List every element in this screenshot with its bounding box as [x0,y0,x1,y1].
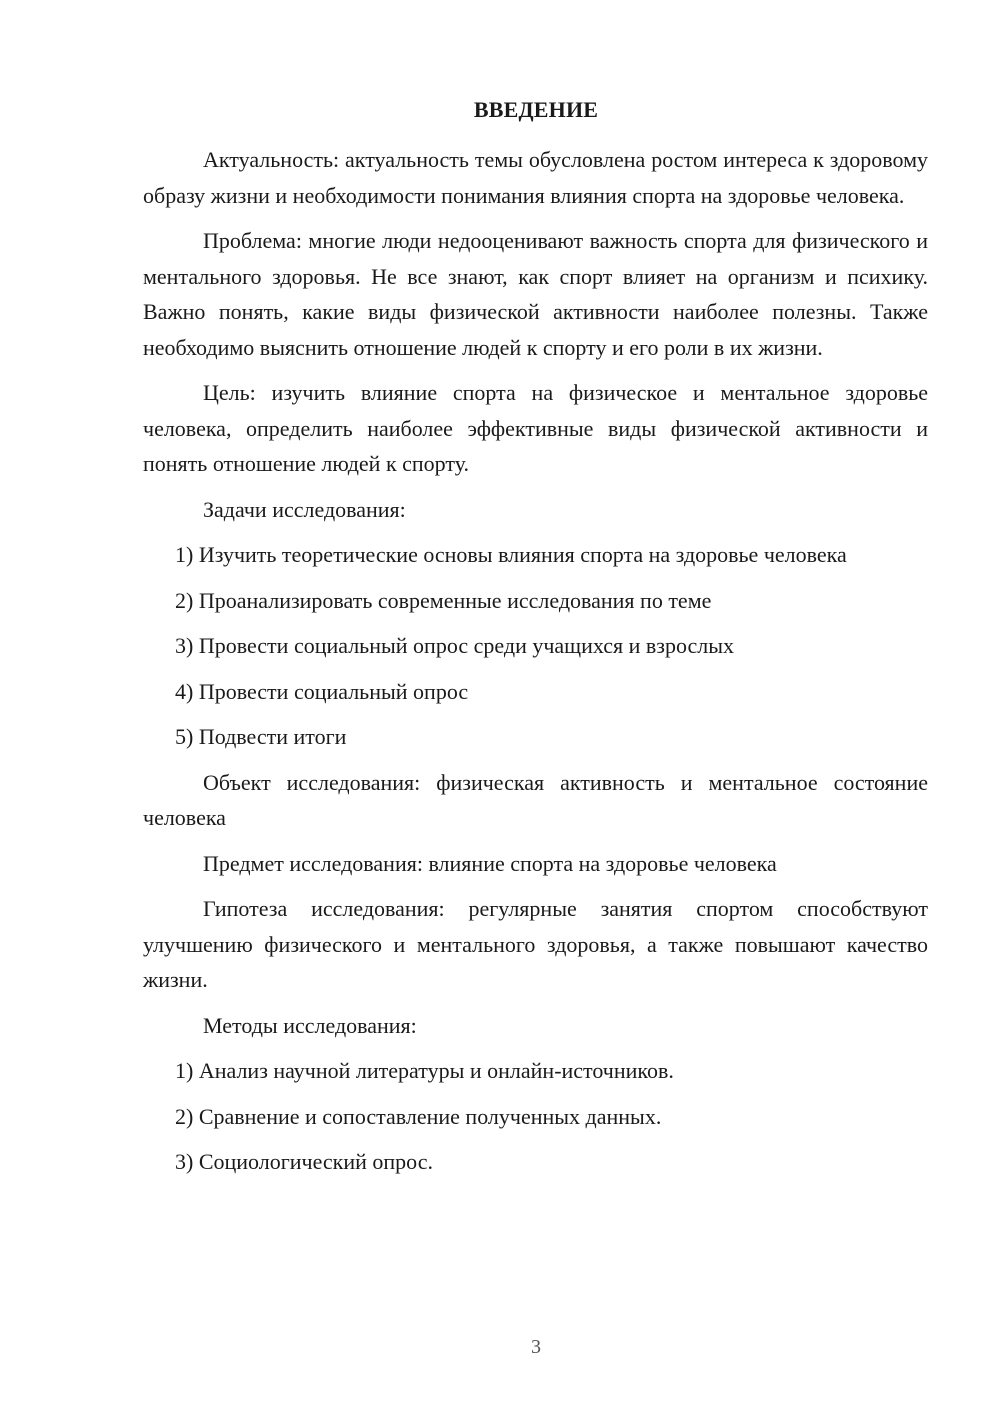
method-item: 3) Социологический опрос. [175,1149,433,1174]
document-body [143,142,928,1190]
task-item: 1) Изучить теоретические основы влияния спорта на здоровье человека [175,542,847,567]
object-paragraph: Объект исследования: физическая активность и ментальное состояние человека [143,769,928,830]
task-item: 3) Провести социальный опрос среди учащихся и взрослых [175,633,735,658]
method-item: 1) Анализ научной литературы и онлайн-источников. [175,1058,674,1083]
relevance-paragraph: Актуальность: актуальность темы обусловлена ростом интереса к здоровому образу жизни и необходимости понимания влияния спорта на здоровье человека. [143,147,928,208]
goal-paragraph: Цель: изучить влияние спорта на физическое и ментальное здоровье человека, определить наиболее эффективные виды физической активности и понять отношение людей к спорту. [143,380,928,476]
tasks-heading: Задачи исследования: [203,496,406,522]
task-item: 2) Проанализировать современные исследования по теме [175,587,712,613]
hypothesis-paragraph: Гипотеза исследования: регулярные занятия спортом способствуют улучшению физического и ментального здоровья, а также повышают качество жизни. [143,896,928,992]
page-title: ВВЕДЕНИЕ [473,97,599,122]
subject-paragraph: Предмет исследования: влияние спорта на здоровье человека [203,850,777,876]
page-number: 3 [531,1336,541,1358]
task-item: 5) Подвести итоги [175,724,347,749]
task-item: 4) Провести социальный опрос [175,678,469,704]
problem-paragraph: Проблема: многие люди недооценивают важность спорта для физического и ментального здоровья. Не все знают, как спорт влияет на организм и психику. Важно понять, какие виды физической активности наиболее полезны. Также необходимо выяснить отношение людей к спорту и его роли в их жизни. [143,228,928,360]
method-item: 2) Сравнение и сопоставление полученных данных. [175,1103,662,1129]
methods-heading: Методы исследования: [203,1012,417,1038]
